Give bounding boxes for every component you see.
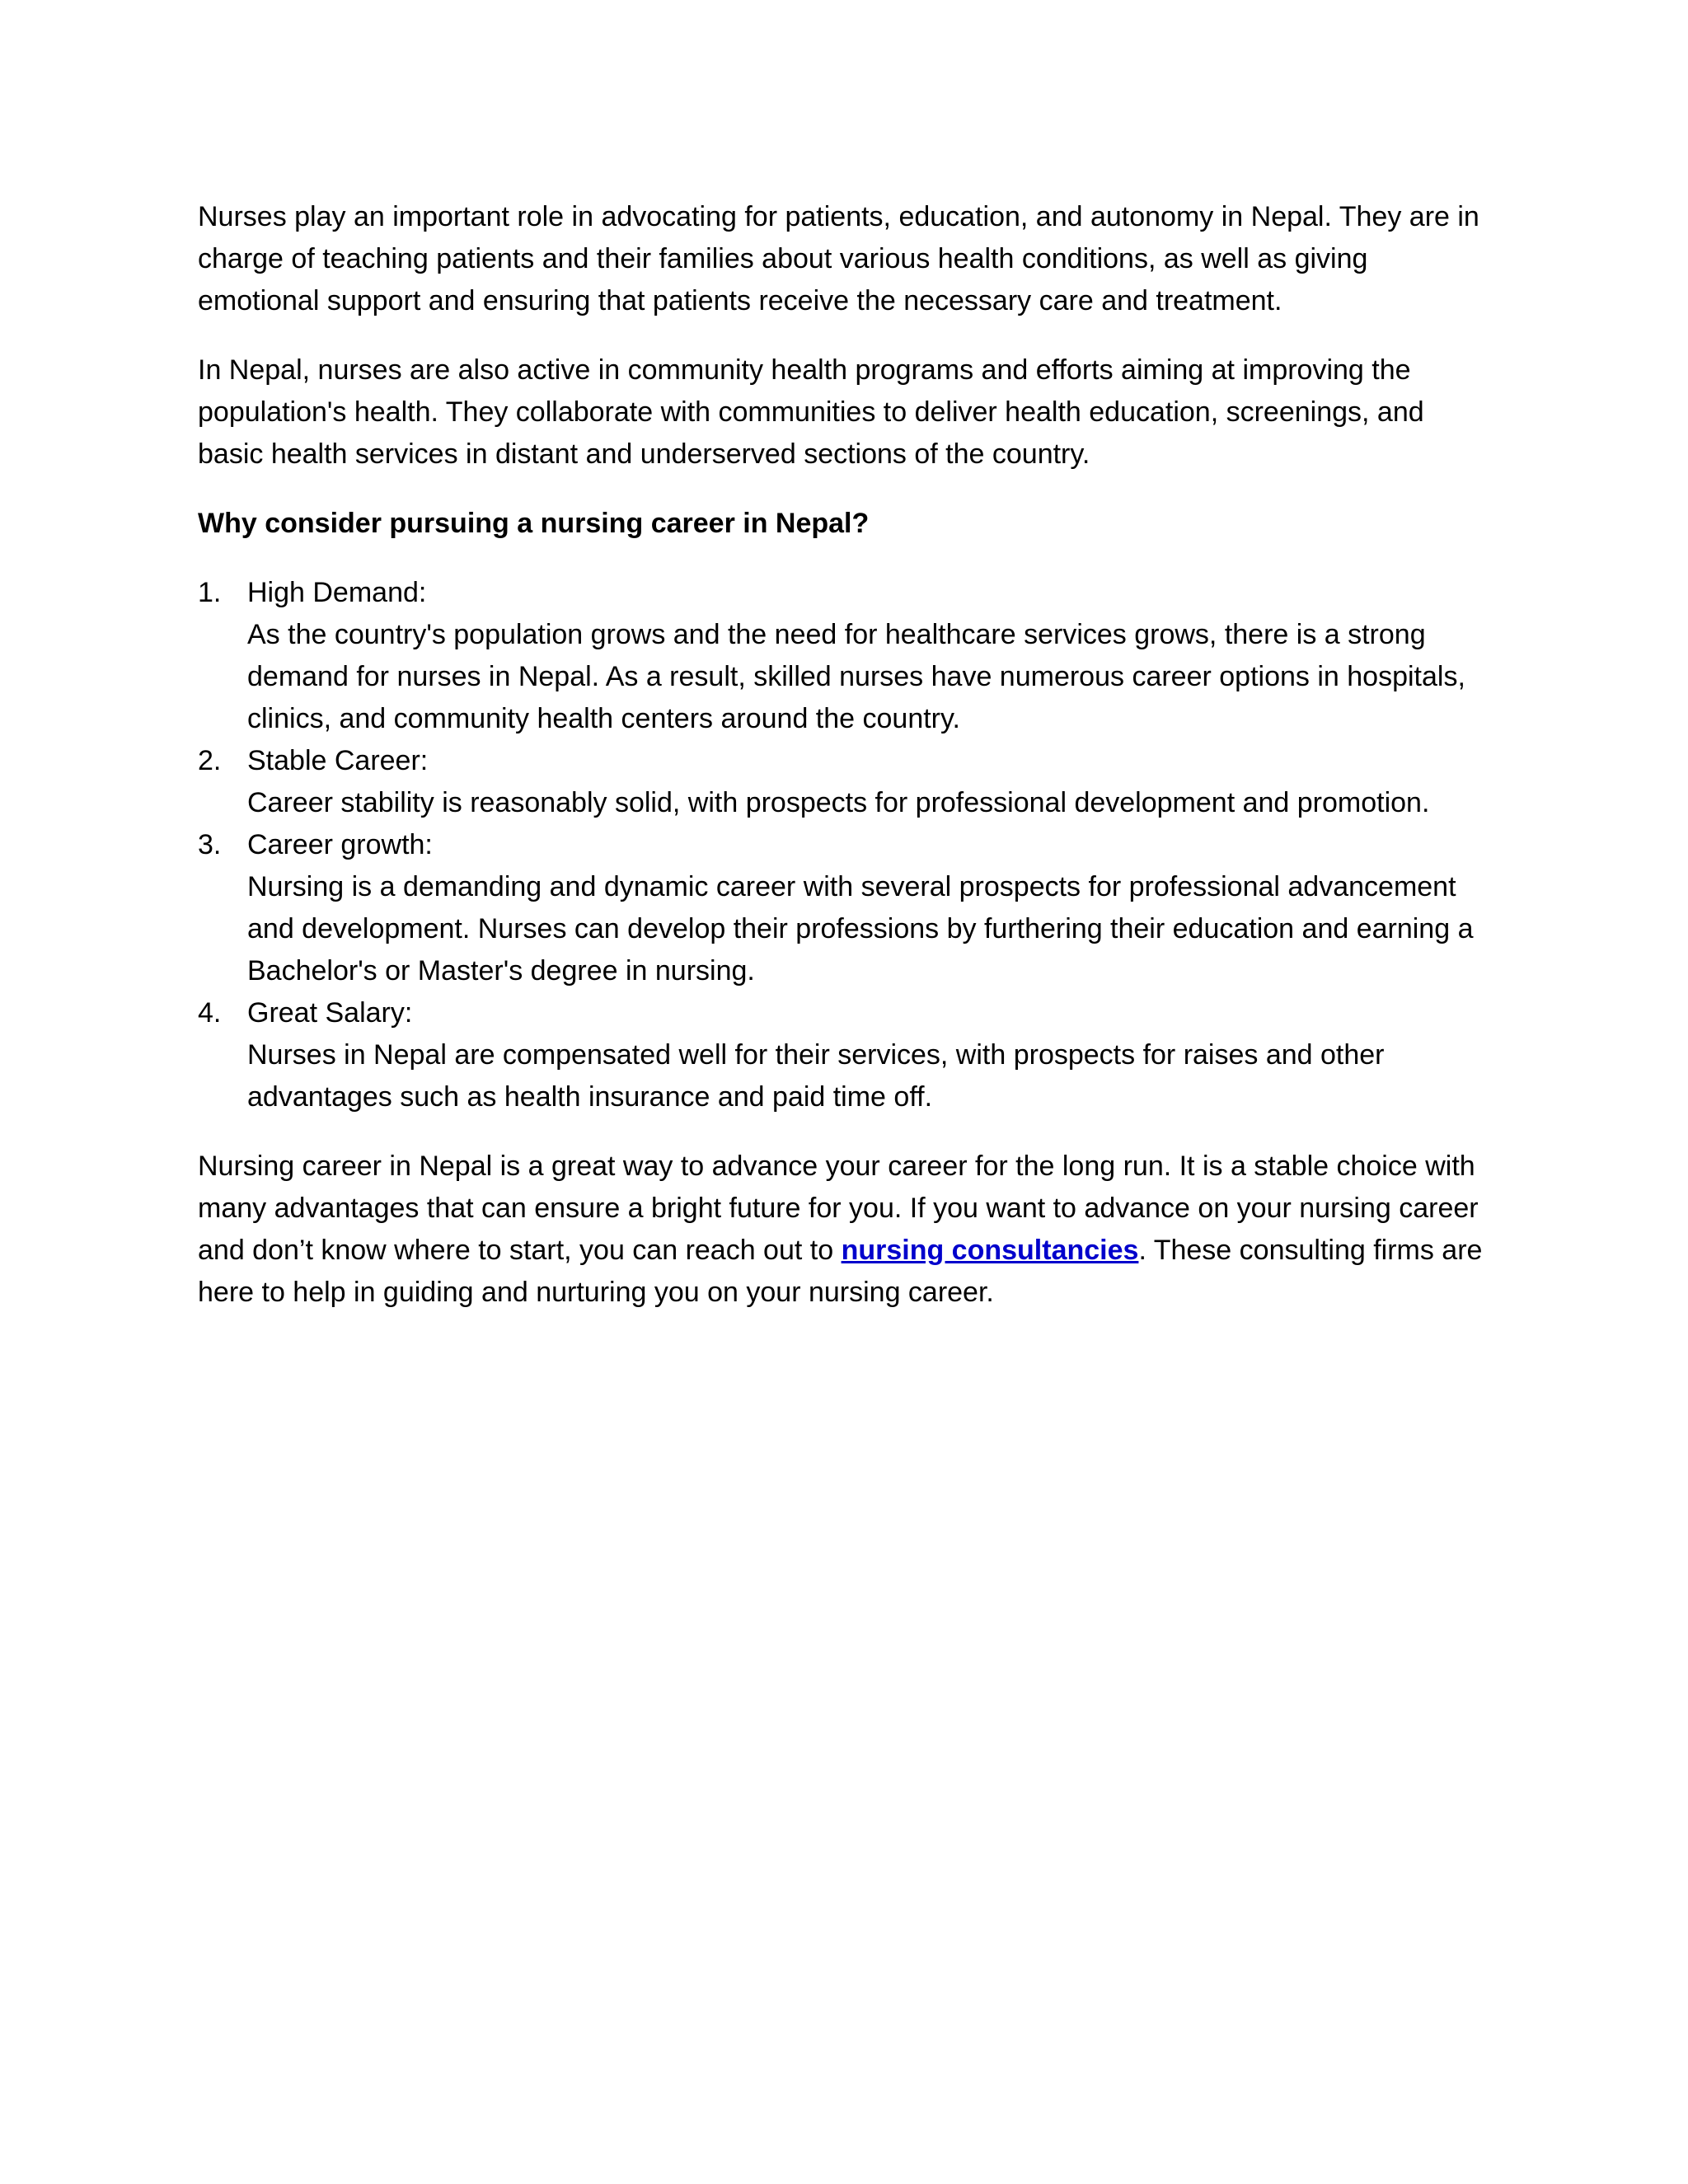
nursing-consultancies-link[interactable]: nursing consultancies [841,1235,1139,1266]
intro-paragraph-2: In Nepal, nurses are also active in community health programs and efforts aiming at improving the population's health. They collaborate with communities to deliver health education, screenings, and basic health services in distant and underserved sections of the country. [198,354,1424,470]
list-number: 1. [198,577,222,608]
list-item-high-demand [198,572,1484,740]
list-item-stable-career [198,740,1484,824]
section-heading: Why consider pursuing a nursing career in Nepal? [198,508,870,539]
benefits-list [198,572,1484,1118]
closing-text-before-link: Nursing career in Nepal is a great way to advance your career for the long run. It is a stable choice with many advantages that can ensure a bright future for you. If you want to advance on your nursing career and don’t know where to start, you can reach out to [198,1151,1479,1266]
list-item-career-growth [198,824,1484,992]
list-item-great-salary [198,992,1484,1118]
list-item-title: Career growth: [247,829,433,860]
list-item-description: As the country's population grows and the need for healthcare services grows, there is a strong demand for nurses in Nepal. As a result, skilled nurses have numerous career options in hospitals, clinics, and community health centers around the country. [247,619,1465,734]
document-page [198,196,1484,1341]
list-item-title: Stable Career: [247,745,429,776]
list-item-title: High Demand: [247,577,427,608]
closing-text-after-link: . These consulting firms are here to help in guiding and nurturing you on your nursing career. [198,1235,1483,1308]
list-number: 2. [198,745,222,776]
list-number: 4. [198,997,222,1029]
list-item-description: Nursing is a demanding and dynamic career with several prospects for professional advancement and development. Nurses can develop their professions by furthering their education and earning a Bachelor's or Master's degree in nursing. [247,871,1474,987]
list-item-title: Great Salary: [247,997,413,1029]
list-number: 3. [198,829,222,860]
list-item-description: Career stability is reasonably solid, with prospects for professional development and promotion. [247,787,1430,818]
intro-paragraph-1: Nurses play an important role in advocating for patients, education, and autonomy in Nepal. They are in charge of teaching patients and their families about various health conditions, as well as giving emotional support and ensuring that patients receive the necessary care and treatment. [198,201,1479,316]
closing-paragraph [198,1146,1484,1314]
list-item-description: Nurses in Nepal are compensated well for their services, with prospects for raises and other advantages such as health insurance and paid time off. [247,1039,1385,1113]
